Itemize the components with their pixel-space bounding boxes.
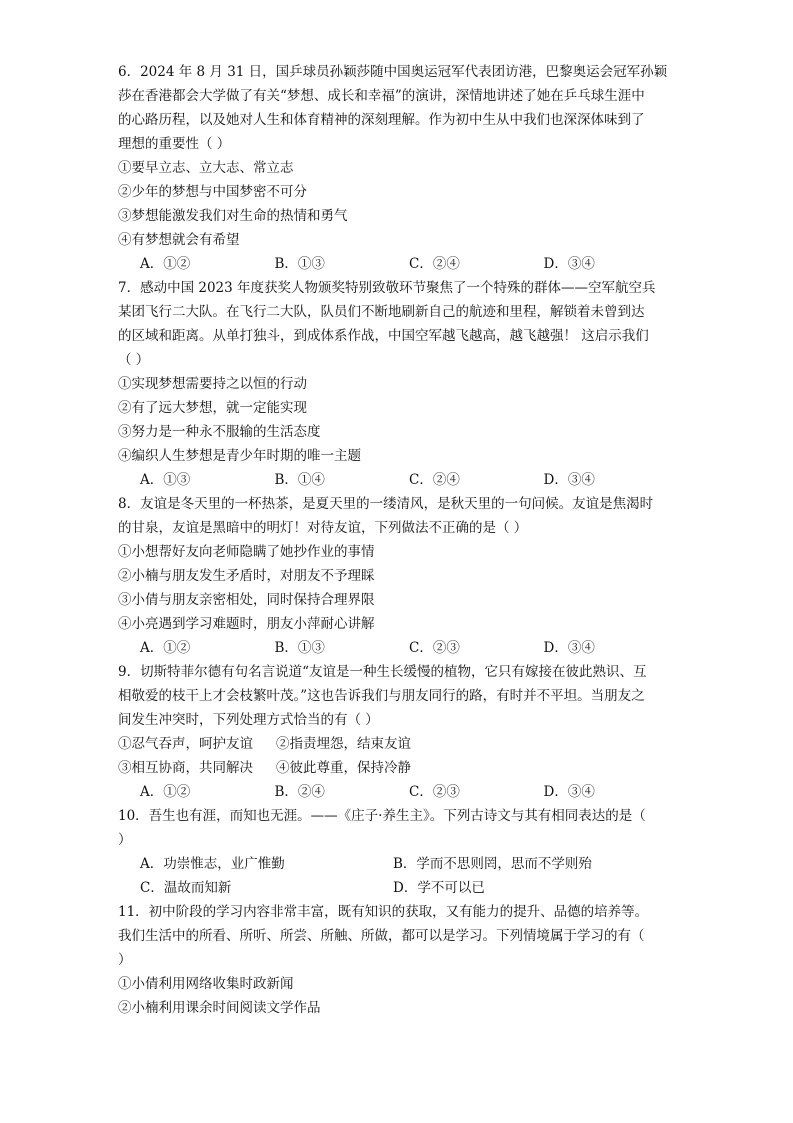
option-b: B．①③ xyxy=(274,640,325,656)
question-6-stem-line: 莎在香港都会大学做了有关“梦想、成长和幸福”的演讲，深情地讲述了她在乒乓球生涯中 xyxy=(118,88,645,104)
question-7-stem-line: 7．感动中国 2023 年度获奖人物颁奖特别致敬环节聚焦了一个特殊的群体——空军航空兵 xyxy=(118,280,656,296)
option-d: D．③④ xyxy=(543,640,595,656)
question-9-options xyxy=(118,780,678,804)
question-6-stem-line: 6．2024 年 8 月 31 日，国乒球员孙颖莎随中国奥运冠军代表团访港，巴黎奥运会冠军孙颖 xyxy=(118,64,668,80)
question-9-stem-line: 间发生冲突时，下列处理方式恰当的有（ ） xyxy=(118,712,379,728)
option-b: B．学而不思则罔，思而不学则殆 xyxy=(393,856,592,872)
question-6-item: ④有梦想就会有希望 xyxy=(118,232,240,248)
question-6 xyxy=(118,60,678,276)
question-10-stem-line: 10．吾生也有涯，而知也无涯。——《庄子·养生主》。下列古诗文与其有相同表达的是（ xyxy=(118,808,646,824)
option-d: D．③④ xyxy=(543,256,595,272)
exam-page xyxy=(118,60,678,1020)
question-11-stem-line: 我们生活中的所看、所听、所尝、所触、所做，都可以是学习。下列情境属于学习的有（ xyxy=(118,928,645,944)
question-9-item-row xyxy=(118,732,678,756)
option-c: C．②③ xyxy=(409,784,460,800)
question-6-stem-line: 理想的重要性（ ） xyxy=(118,136,231,152)
option-b: B．②④ xyxy=(274,784,325,800)
question-8-item: ④小亮遇到学习难题时，朋友小萍耐心讲解 xyxy=(118,616,375,632)
question-9-item: ③相互协商，共同解决 xyxy=(118,760,253,776)
option-a: A．功崇惟志，业广惟勤 xyxy=(140,856,285,872)
option-a: A．①② xyxy=(140,640,191,656)
question-6-item: ②少年的梦想与中国梦密不可分 xyxy=(118,184,307,200)
question-7-item: ①实现梦想需要持之以恒的行动 xyxy=(118,376,307,392)
question-6-stem-line: 的心路历程，以及她对人生和体育精神的深刻理解。作为初中生从中我们也深深体味到了 xyxy=(118,112,645,128)
question-6-options xyxy=(118,252,678,276)
option-d: D．③④ xyxy=(543,472,595,488)
question-8-item: ②小楠与朋友发生矛盾时，对朋友不予理睬 xyxy=(118,568,375,584)
question-11-stem-line: ） xyxy=(118,952,132,968)
question-7-options xyxy=(118,468,678,492)
question-11 xyxy=(118,900,678,1020)
question-11-stem-line: 11．初中阶段的学习内容非常丰富，既有知识的获取，又有能力的提升、品德的培养等。 xyxy=(118,904,649,920)
question-9-stem-line: 相敬爱的枝干上才会枝繁叶茂。”这也告诉我们与朋友同行的路，有时并不平坦。当朋友之 xyxy=(118,688,645,704)
question-11-item: ②小楠利用课余时间阅读文学作品 xyxy=(118,1000,321,1016)
question-7-item: ④编织人生梦想是青少年时期的唯一主题 xyxy=(118,448,361,464)
option-c: C．温故而知新 xyxy=(140,880,232,896)
option-c: C．②④ xyxy=(409,256,460,272)
question-6-item: ③梦想能激发我们对生命的热情和勇气 xyxy=(118,208,348,224)
question-8-item: ①小想帮好友向老师隐瞒了她抄作业的事情 xyxy=(118,544,375,560)
question-9-stem-line: 9．切斯特菲尔德有句名言说道“友谊是一种生长缓慢的植物，它只有嫁接在彼此熟识、互 xyxy=(118,664,647,680)
question-7 xyxy=(118,276,678,492)
option-d: D．学不可以已 xyxy=(393,880,485,896)
option-c: C．②③ xyxy=(409,640,460,656)
question-7-item: ②有了远大梦想，就一定能实现 xyxy=(118,400,307,416)
option-b: B．①③ xyxy=(274,256,325,272)
question-7-stem-line: 的区域和距离。从单打独斗，到成体系作战，中国空军越飞越高，越飞越强！ 这启示我们 xyxy=(118,328,649,344)
question-7-stem-line: （ ） xyxy=(118,352,150,368)
question-9-item-row xyxy=(118,756,678,780)
question-9-item: ④彼此尊重，保持冷静 xyxy=(276,760,411,776)
option-b: B．①④ xyxy=(274,472,325,488)
question-7-item: ③努力是一种永不服输的生活态度 xyxy=(118,424,321,440)
option-a: A．①③ xyxy=(140,472,191,488)
question-10-options xyxy=(118,852,678,900)
question-8-stem-line: 的甘泉，友谊是黑暗中的明灯！对待友谊，下列做法不正确的是（ ） xyxy=(118,520,528,536)
question-8-options xyxy=(118,636,678,660)
option-c: C．②④ xyxy=(409,472,460,488)
question-8 xyxy=(118,492,678,660)
question-8-stem-line: 8．友谊是冬天里的一杯热茶，是夏天里的一缕清风，是秋天里的一句问候。友谊是焦渴时 xyxy=(118,496,654,512)
question-6-item: ①要早立志、立大志、常立志 xyxy=(118,160,294,176)
question-11-item: ①小倩利用网络收集时政新闻 xyxy=(118,976,294,992)
option-d: D．③④ xyxy=(543,784,595,800)
question-8-item: ③小倩与朋友亲密相处，同时保持合理界限 xyxy=(118,592,375,608)
option-a: A．①② xyxy=(140,256,191,272)
question-10-stem-line: ） xyxy=(118,832,132,848)
question-9 xyxy=(118,660,678,804)
option-a: A．①② xyxy=(140,784,191,800)
question-7-stem-line: 某团飞行二大队。在飞行二大队，队员们不断地刷新自己的航迹和里程，解锁着未曾到达 xyxy=(118,304,645,320)
question-9-item: ②指责埋怨，结束友谊 xyxy=(276,736,411,752)
question-10 xyxy=(118,804,678,900)
question-9-item: ①忍气吞声，呵护友谊 xyxy=(118,736,253,752)
